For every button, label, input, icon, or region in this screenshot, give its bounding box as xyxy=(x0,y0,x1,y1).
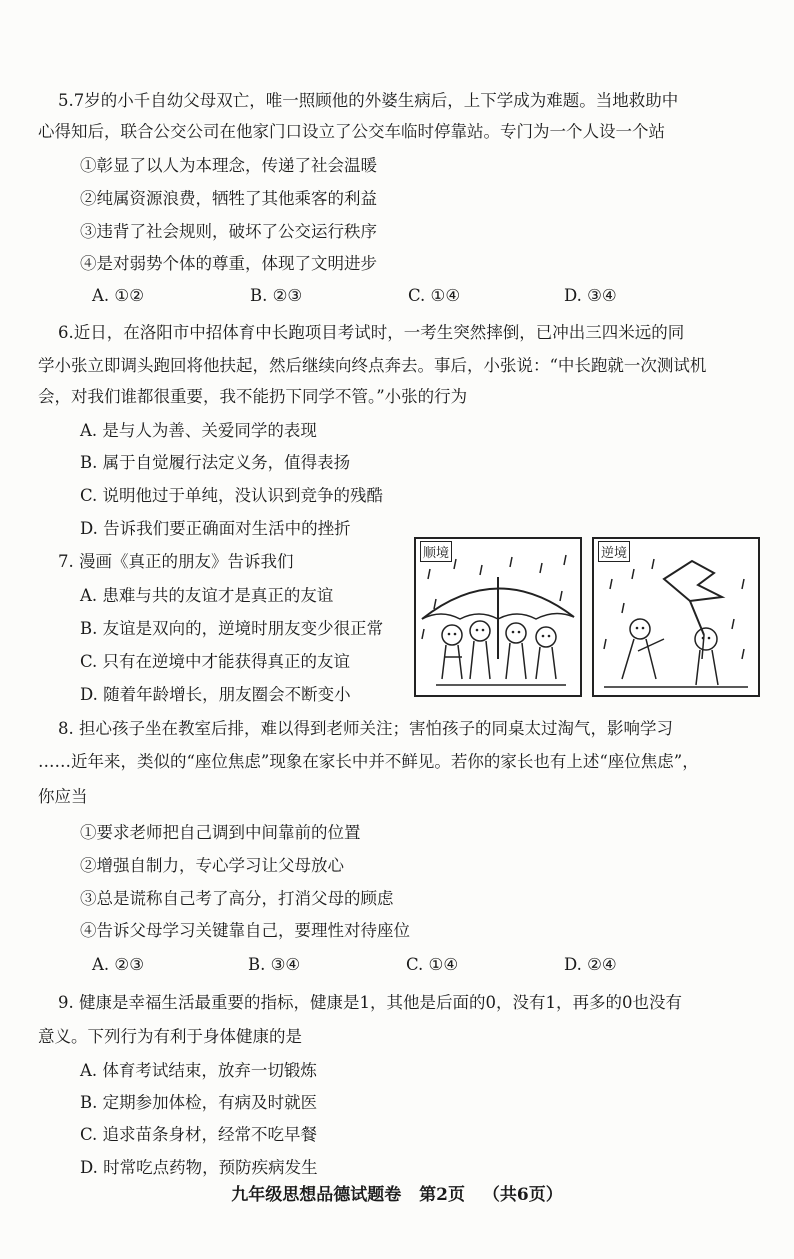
q6-option-a: A. 是与人为善、关爱同学的表现 xyxy=(80,421,317,440)
q8-choice-c: C. ①④ xyxy=(406,955,459,974)
comic-illustration-umbrella-friends xyxy=(416,539,580,695)
comic-label-good-times: 顺境 xyxy=(420,541,452,562)
q8-stem-line1: 8. 担心孩子坐在教室后排，难以得到老师关注；害怕孩子的同桌太过淘气，影响学习 xyxy=(58,719,673,738)
q5-item-4: ④是对弱势个体的尊重，体现了文明进步 xyxy=(80,254,377,273)
footer-page-number: 第2页 xyxy=(419,1185,465,1205)
q6-option-b: B. 属于自觉履行法定义务，值得表扬 xyxy=(80,453,351,472)
q8-item-1: ①要求老师把自己调到中间靠前的位置 xyxy=(80,823,361,842)
q8-choice-b: B. ③④ xyxy=(248,955,301,974)
q7-option-d: D. 随着年龄增长，朋友圈会不断变小 xyxy=(80,685,351,704)
footer-exam-title: 九年级思想品德试题卷 xyxy=(231,1185,402,1205)
q9-option-c: C. 追求苗条身材，经常不吃早餐 xyxy=(80,1125,318,1144)
q5-choice-b: B. ②③ xyxy=(250,286,303,305)
q6-option-c: C. 说明他过于单纯，没认识到竞争的残酷 xyxy=(80,486,384,505)
q5-item-1: ①彰显了以人为本理念，传递了社会温暖 xyxy=(80,156,377,175)
q5-item-3: ③违背了社会规则，破坏了公交运行秩序 xyxy=(80,222,377,241)
q9-stem-line2: 意义。下列行为有利于身体健康的是 xyxy=(38,1027,302,1046)
q8-item-4: ④告诉父母学习关键靠自己，要理性对待座位 xyxy=(80,921,410,940)
q7-option-b: B. 友谊是双向的，逆境时朋友变少很正常 xyxy=(80,619,384,638)
q7-option-a: A. 患难与共的友谊才是真正的友谊 xyxy=(80,586,334,605)
page-footer xyxy=(0,1180,794,1205)
q5-stem-line2: 心得知后，联合公交公司在他家门口设立了公交车临时停靠站。专门为一个人设一个站 xyxy=(38,122,665,141)
q8-stem-line3: 你应当 xyxy=(38,787,88,806)
q5-stem-line1: 5.7岁的小千自幼父母双亡，唯一照顾他的外婆生病后，上下学成为难题。当地救助中 xyxy=(58,91,679,110)
q9-option-b: B. 定期参加体检，有病及时就医 xyxy=(80,1093,318,1112)
q8-choice-d: D. ②④ xyxy=(564,955,617,974)
comic-label-adversity: 逆境 xyxy=(598,541,630,562)
q9-option-a: A. 体育考试结束，放弃一切锻炼 xyxy=(80,1061,317,1080)
q6-stem-line2: 学小张立即调头跑回将他扶起，然后继续向终点奔去。事后，小张说：“中长跑就一次测试机 xyxy=(38,356,707,375)
q5-choice-d: D. ③④ xyxy=(564,286,617,305)
q8-item-3: ③总是谎称自己考了高分，打消父母的顾虑 xyxy=(80,889,394,908)
comic-panel-adversity xyxy=(592,537,760,697)
comic-panel-good-times xyxy=(414,537,582,697)
footer-total-pages: （共6页） xyxy=(482,1185,563,1205)
q6-option-d: D. 告诉我们要正确面对生活中的挫折 xyxy=(80,519,351,538)
q7-stem: 7. 漫画《真正的朋友》告诉我们 xyxy=(58,552,294,571)
q8-stem-line2: ……近年来，类似的“座位焦虑”现象在家长中并不鲜见。若你的家长也有上述“座位焦虑”， xyxy=(38,752,699,771)
q8-item-2: ②增强自制力，专心学习让父母放心 xyxy=(80,856,344,875)
q9-stem-line1: 9. 健康是幸福生活最重要的指标，健康是1，其他是后面的0，没有1，再多的0也没有 xyxy=(58,993,682,1012)
comic-illustration-broken-umbrella xyxy=(594,539,758,695)
q9-option-d: D. 时常吃点药物，预防疾病发生 xyxy=(80,1158,318,1177)
q7-option-c: C. 只有在逆境中才能获得真正的友谊 xyxy=(80,652,351,671)
q5-choice-a: A. ①② xyxy=(92,286,144,305)
q6-stem-line1: 6.近日，在洛阳市中招体育中长跑项目考试时，一考生突然摔倒，已冲出三四米远的同 xyxy=(58,323,685,342)
q5-choice-c: C. ①④ xyxy=(408,286,461,305)
q6-stem-line3: 会，对我们谁都很重要，我不能扔下同学不管。”小张的行为 xyxy=(38,387,468,406)
q8-choice-a: A. ②③ xyxy=(92,955,144,974)
q5-item-2: ②纯属资源浪费，牺牲了其他乘客的利益 xyxy=(80,189,377,208)
